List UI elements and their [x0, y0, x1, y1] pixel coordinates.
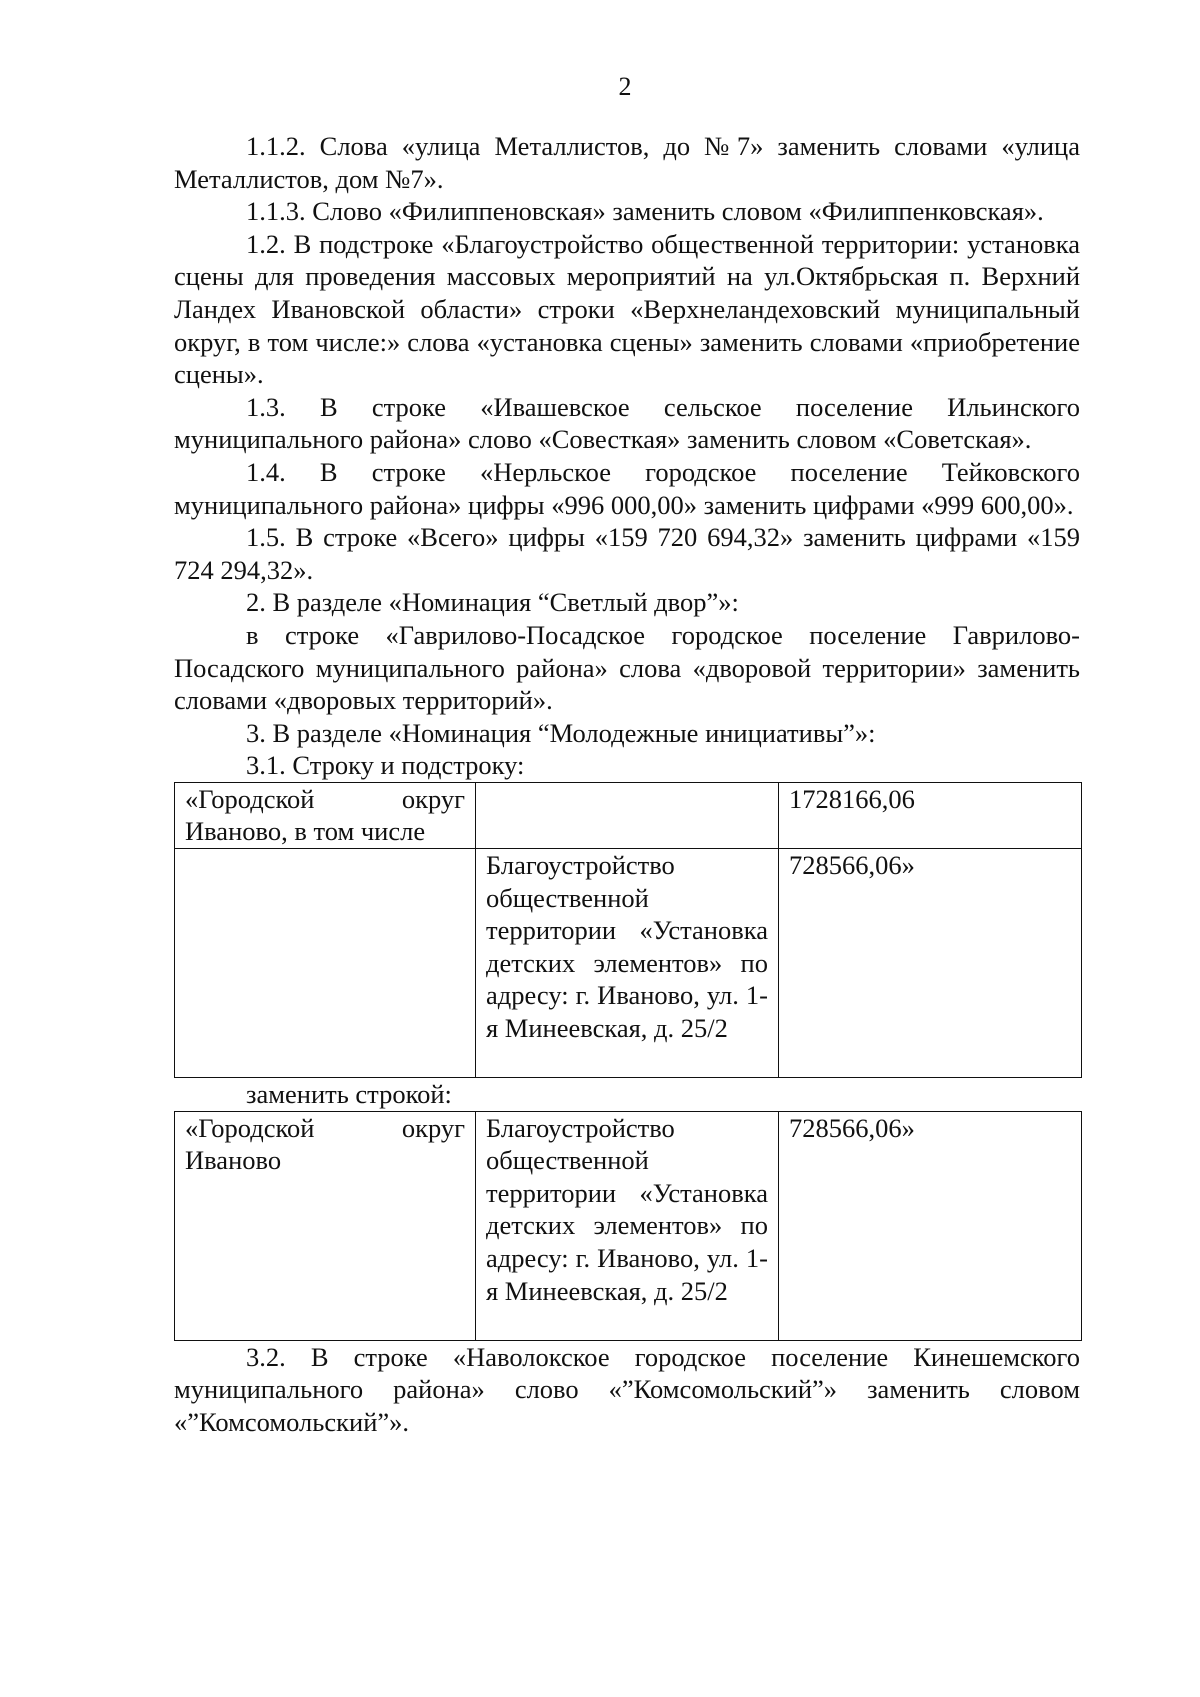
paragraph-1-1-2: 1.1.2. Слова «улица Металлистов, до №7» заменить словами «улица Металлистов, дом №7».: [174, 131, 1080, 194]
table-cell: [475, 782, 778, 848]
paragraph-1-1-3: 1.1.3. Слово «Филиппеновская» заменить словом «Филиппенковская».: [246, 196, 1044, 227]
paragraph-1-4: 1.4. В строке «Нерльское городское поселение Тейковского муниципального района» цифры «996 000,00» заменить цифрами «999 600,00».: [174, 456, 1080, 520]
replace-label: заменить строкой:: [246, 1079, 452, 1110]
table-cell: [175, 849, 476, 1078]
document-body: [174, 130, 1080, 1438]
table-cell: «Городской округ Иваново, в том числе: [175, 782, 476, 848]
paragraph-3: 3. В разделе «Номинация “Молодежные инициативы”»:: [246, 717, 876, 748]
table-row: [175, 1111, 1082, 1340]
paragraph-1-3: 1.3. В строке «Ивашевское сельское поселение Ильинского муниципального района» слово «Совесткая» заменить словом «Советская».: [174, 391, 1080, 455]
paragraph-1-5: 1.5. В строке «Всего» цифры «159 720 694,32» заменить цифрами «159 724 294,32».: [174, 522, 1080, 585]
table-cell: Благоустройство общественной территории «Установка детских элементов» по адресу: г. Иваново, ул. 1-я Минеевская, д. 25/2: [475, 1111, 778, 1340]
table-cell: 1728166,06: [778, 782, 1081, 848]
table-cell: Благоустройство общественной территории «Установка детских элементов» по адресу: г. Иваново, ул. 1-я Минеевская, д. 25/2: [475, 849, 778, 1078]
page-number: 2: [618, 72, 632, 101]
paragraph-2-text: в строке «Гаврилово-Посадское городское поселение Гаврилово-Посадского муниципального района» слова «дворовой территории» заменить словами «дворовых территорий».: [174, 619, 1080, 716]
paragraph-1-2: 1.2. В подстроке «Благоустройство общественной территории: установка сцены для проведения массовых мероприятий на ул.Октябрьская п. Верхний Ландех Ивановской области» строки «Верхнеландеховский муниципальный округ, в том числе:» слова «установка сцены» заменить словами «приобретение сцены».: [174, 228, 1080, 390]
table-row: [175, 849, 1082, 1078]
table-cell: «Городской округ Иваново: [175, 1111, 476, 1340]
table-row: [175, 782, 1082, 848]
paragraph-3-2: 3.2. В строке «Наволокское городское поселение Кинешемского муниципального района» слово «”Комсомольский”» заменить словом «”Комсомольский”».: [174, 1341, 1080, 1437]
table-cell: 728566,06»: [778, 1111, 1081, 1340]
paragraph-3-1: 3.1. Строку и подстроку:: [246, 750, 525, 781]
table-cell: 728566,06»: [778, 849, 1081, 1078]
old-rows-table: [174, 782, 1082, 1078]
paragraph-2: 2. В разделе «Номинация “Светлый двор”»:: [246, 587, 739, 618]
new-row-table: [174, 1111, 1082, 1341]
